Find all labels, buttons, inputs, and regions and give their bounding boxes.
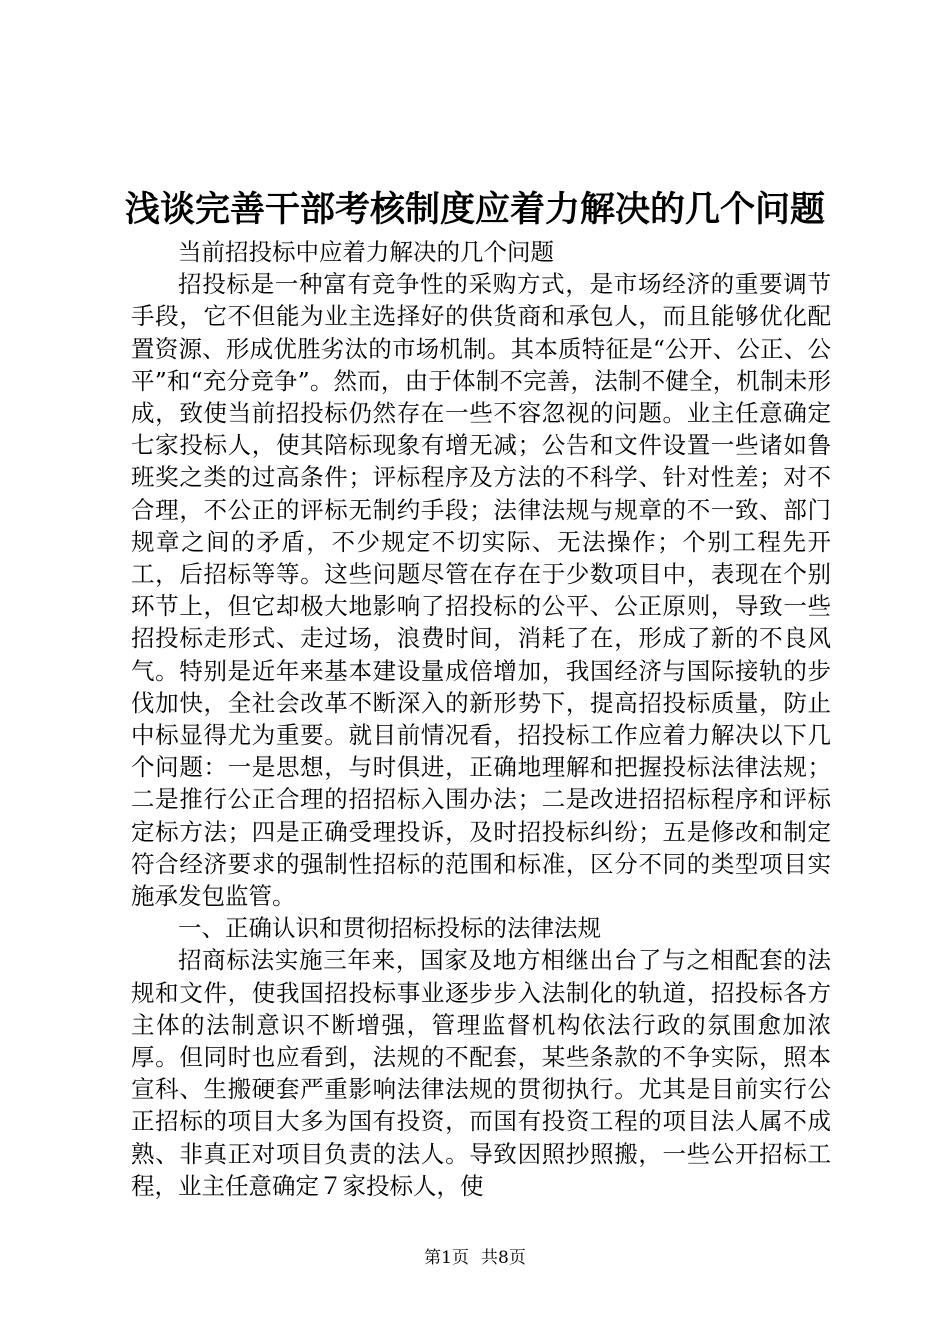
page-footer <box>0 1246 950 1270</box>
document-title: 浅谈完善干部考核制度应着力解决的几个问题 <box>124 189 825 230</box>
intro-paragraph: 招投标是一种富有竞争性的采购方式，是市场经济的重要调节手段，它不但能为业主选择好的供货商和承包人，而且能够优化配置资源、形成优胜劣汰的市场机制。其本质特征是“公开、公正、公平”和“充分竞争”。然而，由于体制不完善，法制不健全，机制未形成，致使当前招投标仍然存在一些不容忽视的问题。业主任意确定七家投标人，使其陪标现象有增无减；公告和文件设置一些诸如鲁班奖之类的过高条件；评标程序及方法的不科学、针对性差；对不合理，不公正的评标无制约手段；法律法规与规章的不一致、部门规章之间的矛盾，不少规定不切实际、无法操作；个别工程先开工，后招标等等。这些问题尽管在存在于少数项目中，表现在个别环节上，但它却极大地影响了招投标的公平、公正原则，导致一些招投标走形式、走过场，浪费时间，消耗了在，形成了新的不良风气。特别是近年来基本建设量成倍增加，我国经济与国际接轨的步伐加快，全社会改革不断深入的新形势下，提高招投标质量，防止中标显得尤为重要。就目前情况看，招投标工作应着力解决以下几个问题：一是思想，与时俱进，正确地理解和把握投标法律法规；二是推行公正合理的招招标入围办法；二是改进招招标程序和评标定标方法；四是正确受理投诉，及时招投标纠纷；五是修改和制定符合经济要求的强制性招标的范围和标准，区分不同的类型项目实施承发包监管。 <box>131 270 831 911</box>
page-total: 共8页 <box>481 1248 526 1268</box>
document-body <box>131 236 831 1202</box>
section-paragraph: 招商标法实施三年来，国家及地方相继出台了与之相配套的法规和文件，使我国招投标事业逐步步入法制化的轨道，招投标各方主体的法制意识不断增强，管理监督机构依法行政的氛围愈加浓厚。但同时也应看到，法规的不配套，某些条款的不争实际，照本宣科、生搬硬套严重影响法律法规的贯彻执行。尤其是目前实行公正招标的项目大多为国有投资，而国有投资工程的项目法人属不成熟、非真正对项目负责的法人。导致因照抄照搬，一些公开招标工程，业主任意确定７家投标人，使 <box>131 946 831 1200</box>
subtitle-paragraph: 当前招投标中应着力解决的几个问题 <box>178 238 554 266</box>
page-number: 第1页 <box>424 1248 469 1268</box>
section-heading: 一、正确认识和贯彻招标投标的法律法规 <box>178 914 601 943</box>
